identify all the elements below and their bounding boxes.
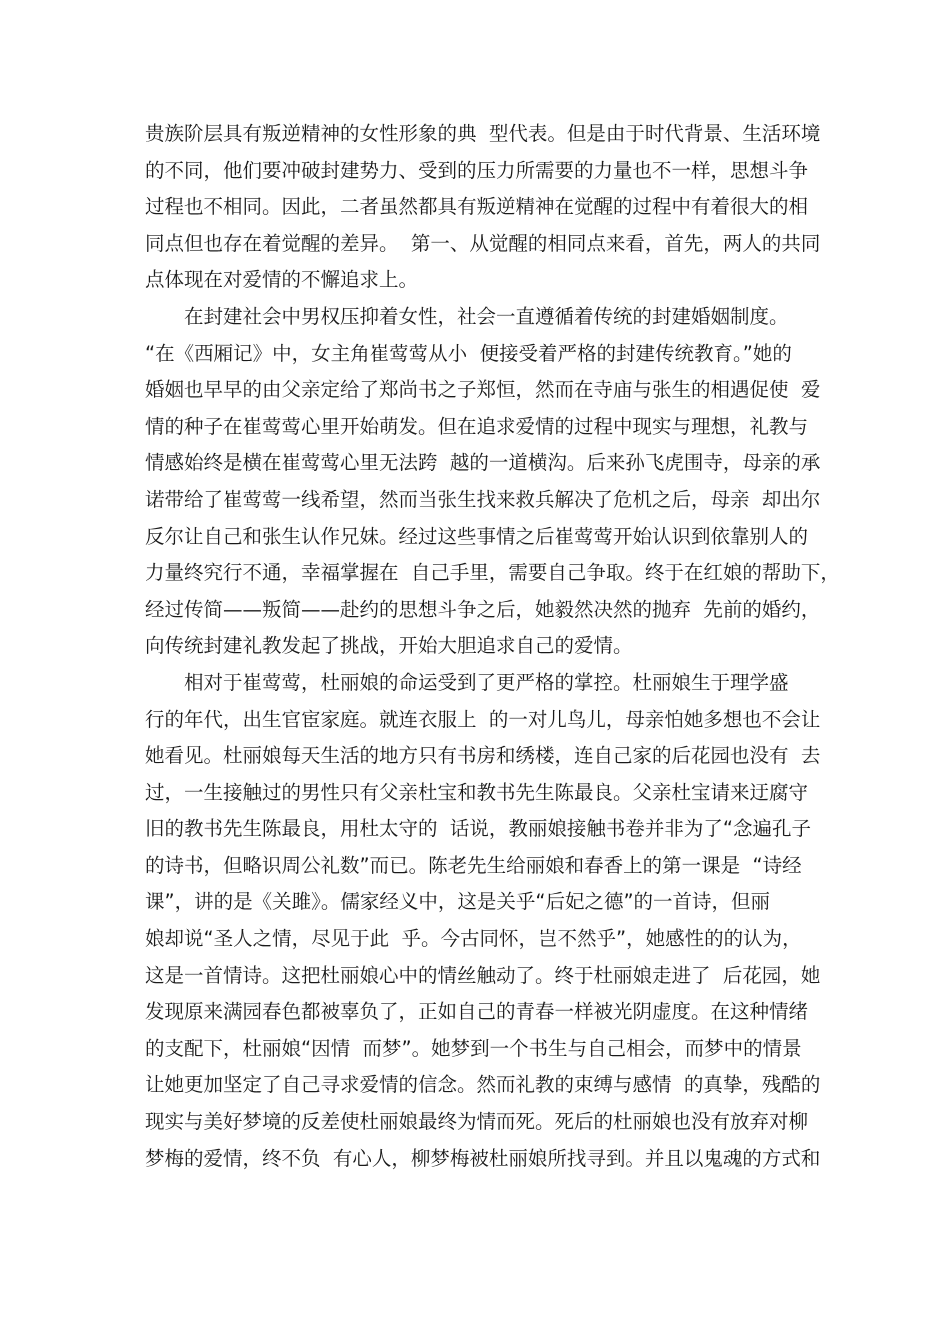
text-line: 在封建社会中男权压抑着女性，社会一直遵循着传统的封建婚姻制度。 bbox=[184, 304, 789, 328]
text-line: 过，一生接触过的男性只有父亲杜宝和教书先生陈最良。父亲杜宝请来迂腐守 bbox=[145, 780, 809, 804]
text-line: 梦梅的爱情，终不负 有心人，柳梦梅被杜丽娘所找寻到。并且以鬼魂的方式和 bbox=[145, 1146, 821, 1170]
text-line: 反尔让自己和张生认作兄妹。经过这些事情之后崔莺莺开始认识到依靠别人的 bbox=[145, 524, 809, 548]
text-line: 旧的教书先生陈最良，用杜太守的 话说，教丽娘接触书卷并非为了“念遍孔子 bbox=[145, 817, 811, 841]
text-line: 同点但也存在着觉醒的差异。 第一、从觉醒的相同点来看，首先，两人的共同 bbox=[145, 231, 821, 255]
text-line: 点体现在对爱情的不懈追求上。 bbox=[145, 268, 419, 292]
text-line: 的支配下，杜丽娘“因情 而梦”。她梦到一个书生与自己相会，而梦中的情景 bbox=[145, 1036, 802, 1060]
body-text bbox=[0, 116, 950, 1177]
text-line: 行的年代，出生官宦家庭。就连衣服上 的一对儿鸟儿，母亲怕她多想也不会让 bbox=[145, 707, 821, 731]
text-line: “在《西厢记》中，女主角崔莺莺从小 便接受着严格的封建传统教育。”她的 bbox=[145, 341, 792, 365]
text-line: 这是一首情诗。这把杜丽娘心中的情丝触动了。终于杜丽娘走进了 后花园，她 bbox=[145, 963, 821, 987]
text-line: 让她更加坚定了自己寻求爱情的信念。然而礼教的束缚与感情 的真挚，残酷的 bbox=[145, 1073, 821, 1097]
text-line: 婚姻也早早的由父亲定给了郑尚书之子郑恒，然而在寺庙与张生的相遇促使 爱 bbox=[145, 378, 821, 402]
text-line: 向传统封建礼教发起了挑战，开始大胆追求自己的爱情。 bbox=[145, 634, 633, 658]
text-line: 情的种子在崔莺莺心里开始萌发。但在追求爱情的过程中现实与理想，礼教与 bbox=[145, 414, 809, 438]
text-line: 情感始终是横在崔莺莺心里无法跨 越的一道横沟。后来孙飞虎围寺，母亲的承 bbox=[145, 451, 821, 475]
text-line: 过程也不相同。因此，二者虽然都具有叛逆精神在觉醒的过程中有着很大的相 bbox=[145, 195, 809, 219]
text-line: 力量终究行不通，幸福掌握在 自己手里，需要自己争取。终于在红娘的帮助下， bbox=[145, 561, 840, 585]
text-line: 相对于崔莺莺，杜丽娘的命运受到了更严格的掌控。杜丽娘生于理学盛 bbox=[184, 670, 789, 694]
text-line: 诺带给了崔莺莺一线希望，然而当张生找来救兵解决了危机之后，母亲 却出尔 bbox=[145, 487, 821, 511]
text-line: 经过传简——叛简——赴约的思想斗争之后，她毅然决然的抛弃 先前的婚约， bbox=[145, 597, 821, 621]
text-line: 她看见。杜丽娘每天生活的地方只有书房和绣楼，连自己家的后花园也没有 去 bbox=[145, 744, 821, 768]
text-line: 发现原来满园春色都被辜负了，正如自己的青春一样被光阴虚度。在这种情绪 bbox=[145, 1000, 809, 1024]
text-line: 的不同，他们要冲破封建势力、受到的压力所需要的力量也不一样，思想斗争 bbox=[145, 158, 809, 182]
text-line: 娘却说“圣人之情，尽见于此 乎。今古同怀，岂不然乎”，她感性的的认为， bbox=[145, 927, 802, 951]
text-line: 的诗书，但略识周公礼数”而已。陈老先生给丽娘和春香上的第一课是 “诗经 bbox=[145, 853, 802, 877]
text-line: 课”，讲的是《关雎》。儒家经义中，这是关乎“后妃之德”的一首诗，但丽 bbox=[145, 890, 771, 914]
text-line: 贵族阶层具有叛逆精神的女性形象的典 型代表。但是由于时代背景、生活环境 bbox=[145, 122, 821, 145]
text-line: 现实与美好梦境的反差使杜丽娘最终为情而死。死后的杜丽娘也没有放弃对柳 bbox=[145, 1110, 809, 1134]
